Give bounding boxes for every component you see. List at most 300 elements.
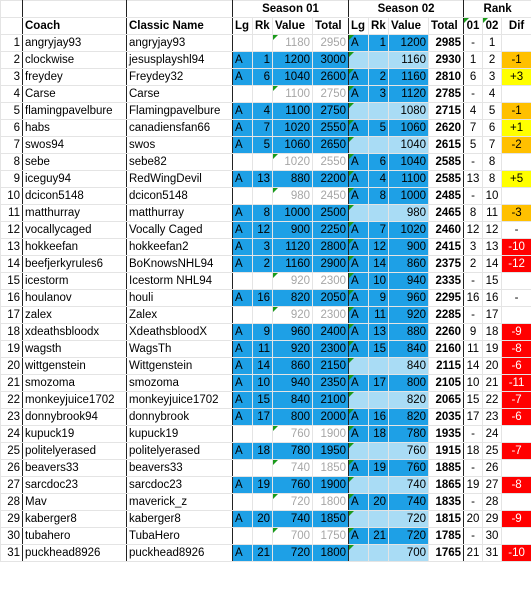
rank-dif-cell[interactable]: -11 — [502, 375, 531, 392]
rank01-cell[interactable]: 4 — [464, 103, 483, 120]
s2-value-cell[interactable]: 760 — [389, 460, 429, 477]
s2-league-cell[interactable] — [349, 545, 369, 562]
coach-cell[interactable]: sarcdoc23 — [23, 477, 127, 494]
s1-total-cell[interactable]: 2400 — [313, 324, 349, 341]
s2-value-cell[interactable]: 840 — [389, 358, 429, 375]
s1-rank-cell[interactable]: 14 — [253, 358, 273, 375]
s2-rank-cell[interactable]: 6 — [369, 154, 389, 171]
rank01-cell[interactable]: - — [464, 188, 483, 205]
s1-value-cell[interactable]: 1020 — [273, 120, 313, 137]
rank01-cell[interactable]: 10 — [464, 375, 483, 392]
s1-rank-cell[interactable] — [253, 86, 273, 103]
classic-name-cell[interactable]: RedWingDevil — [127, 171, 233, 188]
rank01-cell[interactable]: - — [464, 528, 483, 545]
rank01-cell[interactable]: 15 — [464, 392, 483, 409]
classic-name-cell[interactable]: jesusplayshl94 — [127, 52, 233, 69]
s2-league-cell[interactable]: A — [349, 324, 369, 341]
rank-dif-cell[interactable]: -10 — [502, 239, 531, 256]
s2-league-cell[interactable]: A — [349, 256, 369, 273]
s1-total-cell[interactable]: 3000 — [313, 52, 349, 69]
s1-rank-cell[interactable] — [253, 154, 273, 171]
s2-value-cell[interactable]: 780 — [389, 426, 429, 443]
s2-value-cell[interactable]: 1200 — [389, 35, 429, 52]
s2-rank-cell[interactable]: 3 — [369, 86, 389, 103]
s2-league-cell[interactable] — [349, 511, 369, 528]
coach-cell[interactable]: houlanov — [23, 290, 127, 307]
rank-dif-cell[interactable]: -9 — [502, 511, 531, 528]
s1-league-cell[interactable]: A — [233, 477, 253, 494]
s1-league-cell[interactable]: A — [233, 375, 253, 392]
rank02-cell[interactable]: 7 — [483, 137, 502, 154]
rank02-cell[interactable]: 2 — [483, 52, 502, 69]
s1-total-cell[interactable]: 2750 — [313, 86, 349, 103]
s2-value-cell[interactable]: 740 — [389, 477, 429, 494]
rank02-cell[interactable]: 11 — [483, 205, 502, 222]
coach-cell[interactable]: beavers33 — [23, 460, 127, 477]
rank-dif-cell[interactable]: -3 — [502, 205, 531, 222]
s2-rank-cell[interactable] — [369, 137, 389, 154]
s1-total-cell[interactable]: 1800 — [313, 545, 349, 562]
s1-total-cell[interactable]: 2900 — [313, 256, 349, 273]
s2-rank-cell[interactable]: 13 — [369, 324, 389, 341]
rank01-cell[interactable]: 20 — [464, 511, 483, 528]
s1-rank-cell[interactable] — [253, 307, 273, 324]
s1-total-cell[interactable]: 1950 — [313, 443, 349, 460]
s1-league-cell[interactable] — [233, 154, 253, 171]
s1-league-cell[interactable] — [233, 35, 253, 52]
s2-value-cell[interactable]: 1120 — [389, 86, 429, 103]
rank-dif-cell[interactable]: -10 — [502, 545, 531, 562]
s2-total-cell[interactable]: 2615 — [429, 137, 464, 154]
s1-rank-cell[interactable]: 13 — [253, 171, 273, 188]
s2-rank-cell[interactable]: 20 — [369, 494, 389, 511]
s2-value-cell[interactable]: 900 — [389, 239, 429, 256]
classic-name-cell[interactable]: matthurray — [127, 205, 233, 222]
s1-total-cell[interactable]: 2150 — [313, 358, 349, 375]
s1-value-cell[interactable]: 920 — [273, 341, 313, 358]
s2-total-cell[interactable]: 2115 — [429, 358, 464, 375]
s2-value-cell[interactable]: 740 — [389, 494, 429, 511]
s1-value-cell[interactable]: 700 — [273, 528, 313, 545]
s2-total-cell[interactable]: 1815 — [429, 511, 464, 528]
s1-value-cell[interactable]: 900 — [273, 222, 313, 239]
coach-cell[interactable]: smozoma — [23, 375, 127, 392]
coach-cell[interactable]: donnybrook94 — [23, 409, 127, 426]
rank01-cell[interactable]: 1 — [464, 52, 483, 69]
rank-dif-cell[interactable]: -7 — [502, 392, 531, 409]
s2-league-cell[interactable]: A — [349, 273, 369, 290]
s1-rank-cell[interactable]: 4 — [253, 103, 273, 120]
s2-rank-cell[interactable]: 17 — [369, 375, 389, 392]
rank02-cell[interactable]: 18 — [483, 324, 502, 341]
s2-value-cell[interactable]: 800 — [389, 375, 429, 392]
rank-dif-cell[interactable] — [502, 307, 531, 324]
s1-total-cell[interactable]: 2500 — [313, 205, 349, 222]
s1-total-cell[interactable]: 2750 — [313, 103, 349, 120]
s2-value-cell[interactable]: 980 — [389, 205, 429, 222]
s2-league-cell[interactable]: A — [349, 239, 369, 256]
s1-rank-cell[interactable] — [253, 460, 273, 477]
rank02-cell[interactable]: 8 — [483, 171, 502, 188]
s1-total-cell[interactable]: 2050 — [313, 290, 349, 307]
s1-rank-cell[interactable]: 1 — [253, 52, 273, 69]
s2-total-cell[interactable]: 1765 — [429, 545, 464, 562]
s1-total-cell[interactable]: 2250 — [313, 222, 349, 239]
rank02-cell[interactable]: 24 — [483, 426, 502, 443]
s2-value-cell[interactable]: 1040 — [389, 137, 429, 154]
s2-rank-cell[interactable] — [369, 205, 389, 222]
classic-name-cell[interactable]: angryjay93 — [127, 35, 233, 52]
rank-dif-cell[interactable]: -6 — [502, 409, 531, 426]
s2-rank-cell[interactable] — [369, 103, 389, 120]
classic-name-cell[interactable]: Wittgenstein — [127, 358, 233, 375]
s2-total-cell[interactable]: 2460 — [429, 222, 464, 239]
s1-value-cell[interactable]: 1160 — [273, 256, 313, 273]
s1-league-cell[interactable]: A — [233, 511, 253, 528]
rank01-cell[interactable]: - — [464, 273, 483, 290]
s1-total-cell[interactable]: 1900 — [313, 426, 349, 443]
s2-total-cell[interactable]: 2335 — [429, 273, 464, 290]
s1-rank-cell[interactable]: 10 — [253, 375, 273, 392]
s2-value-cell[interactable]: 860 — [389, 256, 429, 273]
s2-total-cell[interactable]: 2415 — [429, 239, 464, 256]
rank-dif-cell[interactable]: - — [502, 222, 531, 239]
s2-league-cell[interactable]: A — [349, 69, 369, 86]
coach-cell[interactable]: angryjay93 — [23, 35, 127, 52]
s1-value-cell[interactable]: 1000 — [273, 205, 313, 222]
s1-value-cell[interactable]: 1200 — [273, 52, 313, 69]
rank01-cell[interactable]: - — [464, 154, 483, 171]
s1-value-cell[interactable]: 980 — [273, 188, 313, 205]
s1-rank-cell[interactable] — [253, 35, 273, 52]
s1-value-cell[interactable]: 920 — [273, 307, 313, 324]
s1-total-cell[interactable]: 2450 — [313, 188, 349, 205]
s1-league-cell[interactable]: A — [233, 392, 253, 409]
rank-dif-cell[interactable] — [502, 188, 531, 205]
s2-total-cell[interactable]: 2160 — [429, 341, 464, 358]
rank02-cell[interactable]: 30 — [483, 528, 502, 545]
s1-total-cell[interactable]: 2300 — [313, 341, 349, 358]
s2-league-cell[interactable]: A — [349, 307, 369, 324]
coach-cell[interactable]: tubahero — [23, 528, 127, 545]
s2-value-cell[interactable]: 720 — [389, 528, 429, 545]
rank02-cell[interactable]: 25 — [483, 443, 502, 460]
s1-value-cell[interactable]: 840 — [273, 392, 313, 409]
s2-total-cell[interactable]: 1935 — [429, 426, 464, 443]
s2-total-cell[interactable]: 2585 — [429, 154, 464, 171]
rank02-cell[interactable]: 20 — [483, 358, 502, 375]
s1-rank-cell[interactable]: 2 — [253, 256, 273, 273]
rank01-cell[interactable]: 18 — [464, 443, 483, 460]
s1-value-cell[interactable]: 720 — [273, 545, 313, 562]
s2-league-cell[interactable]: A — [349, 460, 369, 477]
s2-rank-cell[interactable] — [369, 443, 389, 460]
rank-dif-cell[interactable]: +3 — [502, 69, 531, 86]
s2-value-cell[interactable]: 1000 — [389, 188, 429, 205]
s2-value-cell[interactable]: 960 — [389, 290, 429, 307]
s1-league-cell[interactable]: A — [233, 171, 253, 188]
s1-rank-cell[interactable]: 6 — [253, 69, 273, 86]
coach-cell[interactable]: kaberger8 — [23, 511, 127, 528]
s1-rank-cell[interactable]: 20 — [253, 511, 273, 528]
s2-league-cell[interactable]: A — [349, 86, 369, 103]
s2-value-cell[interactable]: 820 — [389, 392, 429, 409]
s1-rank-cell[interactable]: 16 — [253, 290, 273, 307]
s1-value-cell[interactable]: 1120 — [273, 239, 313, 256]
rank-dif-cell[interactable]: -1 — [502, 52, 531, 69]
s2-value-cell[interactable]: 1020 — [389, 222, 429, 239]
rank01-cell[interactable]: 21 — [464, 545, 483, 562]
s1-value-cell[interactable]: 1020 — [273, 154, 313, 171]
s2-rank-cell[interactable]: 7 — [369, 222, 389, 239]
s2-league-cell[interactable]: A — [349, 494, 369, 511]
rank01-cell[interactable]: 8 — [464, 205, 483, 222]
s2-value-cell[interactable]: 760 — [389, 443, 429, 460]
rank02-cell[interactable]: 10 — [483, 188, 502, 205]
rank02-cell[interactable]: 16 — [483, 290, 502, 307]
rank01-cell[interactable]: 3 — [464, 239, 483, 256]
s2-value-cell[interactable]: 1160 — [389, 52, 429, 69]
s1-value-cell[interactable]: 1060 — [273, 137, 313, 154]
s2-total-cell[interactable]: 2375 — [429, 256, 464, 273]
s1-rank-cell[interactable] — [253, 494, 273, 511]
rank02-cell[interactable]: 31 — [483, 545, 502, 562]
s2-total-cell[interactable]: 2295 — [429, 290, 464, 307]
s1-league-cell[interactable] — [233, 86, 253, 103]
s1-league-cell[interactable]: A — [233, 103, 253, 120]
s2-total-cell[interactable]: 2585 — [429, 171, 464, 188]
classic-name-cell[interactable]: kaberger8 — [127, 511, 233, 528]
s2-league-cell[interactable]: A — [349, 171, 369, 188]
s1-total-cell[interactable]: 2950 — [313, 35, 349, 52]
s2-total-cell[interactable]: 1835 — [429, 494, 464, 511]
s2-rank-cell[interactable] — [369, 358, 389, 375]
classic-name-cell[interactable]: Flamingpavelbure — [127, 103, 233, 120]
s1-total-cell[interactable]: 2000 — [313, 409, 349, 426]
rank01-cell[interactable]: 11 — [464, 341, 483, 358]
coach-cell[interactable]: flamingpavelbure — [23, 103, 127, 120]
coach-cell[interactable]: xdeathsbloodx — [23, 324, 127, 341]
coach-cell[interactable]: freydey — [23, 69, 127, 86]
s2-league-cell[interactable]: A — [349, 341, 369, 358]
rank02-cell[interactable]: 4 — [483, 86, 502, 103]
rank-dif-cell[interactable]: +5 — [502, 171, 531, 188]
s2-rank-cell[interactable]: 1 — [369, 35, 389, 52]
s2-total-cell[interactable]: 2715 — [429, 103, 464, 120]
s1-league-cell[interactable] — [233, 528, 253, 545]
rank02-cell[interactable]: 19 — [483, 341, 502, 358]
rank-dif-cell[interactable]: -12 — [502, 256, 531, 273]
s2-rank-cell[interactable]: 14 — [369, 256, 389, 273]
classic-name-cell[interactable]: TubaHero — [127, 528, 233, 545]
s1-total-cell[interactable]: 2300 — [313, 307, 349, 324]
rank-dif-cell[interactable] — [502, 460, 531, 477]
s1-league-cell[interactable]: A — [233, 545, 253, 562]
s2-total-cell[interactable]: 2105 — [429, 375, 464, 392]
s1-rank-cell[interactable] — [253, 528, 273, 545]
s2-league-cell[interactable]: A — [349, 528, 369, 545]
rank02-cell[interactable]: 26 — [483, 460, 502, 477]
s1-value-cell[interactable]: 740 — [273, 460, 313, 477]
coach-cell[interactable]: matthurray — [23, 205, 127, 222]
s2-league-cell[interactable]: A — [349, 120, 369, 137]
rank01-cell[interactable]: 7 — [464, 120, 483, 137]
s1-total-cell[interactable]: 1850 — [313, 511, 349, 528]
s2-value-cell[interactable]: 820 — [389, 409, 429, 426]
s1-rank-cell[interactable]: 7 — [253, 120, 273, 137]
s1-league-cell[interactable] — [233, 307, 253, 324]
s2-rank-cell[interactable] — [369, 545, 389, 562]
s1-value-cell[interactable]: 820 — [273, 290, 313, 307]
s1-value-cell[interactable]: 760 — [273, 477, 313, 494]
s2-value-cell[interactable]: 940 — [389, 273, 429, 290]
s1-total-cell[interactable]: 2650 — [313, 137, 349, 154]
rank01-cell[interactable]: - — [464, 460, 483, 477]
rank02-cell[interactable]: 23 — [483, 409, 502, 426]
s2-league-cell[interactable] — [349, 137, 369, 154]
classic-name-cell[interactable]: kupuck19 — [127, 426, 233, 443]
rank-dif-cell[interactable] — [502, 154, 531, 171]
rank02-cell[interactable]: 27 — [483, 477, 502, 494]
s1-value-cell[interactable]: 880 — [273, 171, 313, 188]
rank02-cell[interactable]: 17 — [483, 307, 502, 324]
s1-rank-cell[interactable] — [253, 426, 273, 443]
rank01-cell[interactable]: 5 — [464, 137, 483, 154]
rank01-cell[interactable]: 13 — [464, 171, 483, 188]
s2-league-cell[interactable] — [349, 358, 369, 375]
s2-league-cell[interactable]: A — [349, 35, 369, 52]
s2-league-cell[interactable]: A — [349, 409, 369, 426]
coach-cell[interactable]: wagsth — [23, 341, 127, 358]
coach-cell[interactable]: kupuck19 — [23, 426, 127, 443]
s2-league-cell[interactable]: A — [349, 188, 369, 205]
coach-cell[interactable]: icestorm — [23, 273, 127, 290]
s1-league-cell[interactable]: A — [233, 137, 253, 154]
rank02-cell[interactable]: 1 — [483, 35, 502, 52]
coach-cell[interactable]: dcicon5148 — [23, 188, 127, 205]
s2-total-cell[interactable]: 2285 — [429, 307, 464, 324]
s1-rank-cell[interactable]: 17 — [253, 409, 273, 426]
s1-league-cell[interactable]: A — [233, 222, 253, 239]
rank-dif-cell[interactable] — [502, 35, 531, 52]
s1-rank-cell[interactable]: 8 — [253, 205, 273, 222]
s2-total-cell[interactable]: 1865 — [429, 477, 464, 494]
s2-league-cell[interactable] — [349, 52, 369, 69]
s2-value-cell[interactable]: 1080 — [389, 103, 429, 120]
s1-value-cell[interactable]: 800 — [273, 409, 313, 426]
s2-value-cell[interactable]: 1040 — [389, 154, 429, 171]
rank01-cell[interactable]: - — [464, 307, 483, 324]
s1-total-cell[interactable]: 2550 — [313, 120, 349, 137]
s2-league-cell[interactable]: A — [349, 290, 369, 307]
s1-rank-cell[interactable]: 5 — [253, 137, 273, 154]
rank-dif-cell[interactable]: -7 — [502, 443, 531, 460]
rank-dif-cell[interactable] — [502, 494, 531, 511]
s1-league-cell[interactable]: A — [233, 358, 253, 375]
s2-rank-cell[interactable]: 4 — [369, 171, 389, 188]
rank01-cell[interactable]: - — [464, 86, 483, 103]
s1-league-cell[interactable] — [233, 188, 253, 205]
classic-name-cell[interactable]: Vocally Caged — [127, 222, 233, 239]
s1-league-cell[interactable]: A — [233, 256, 253, 273]
s2-league-cell[interactable]: A — [349, 375, 369, 392]
s1-value-cell[interactable]: 740 — [273, 511, 313, 528]
s1-value-cell[interactable]: 960 — [273, 324, 313, 341]
classic-name-cell[interactable]: Zalex — [127, 307, 233, 324]
rank01-cell[interactable]: 19 — [464, 477, 483, 494]
s1-value-cell[interactable]: 940 — [273, 375, 313, 392]
s1-value-cell[interactable]: 760 — [273, 426, 313, 443]
s1-rank-cell[interactable] — [253, 273, 273, 290]
s1-rank-cell[interactable]: 12 — [253, 222, 273, 239]
coach-cell[interactable]: wittgenstein — [23, 358, 127, 375]
classic-name-cell[interactable]: smozoma — [127, 375, 233, 392]
s2-rank-cell[interactable]: 2 — [369, 69, 389, 86]
classic-name-cell[interactable]: Carse — [127, 86, 233, 103]
s1-value-cell[interactable]: 1040 — [273, 69, 313, 86]
classic-name-cell[interactable]: WagsTh — [127, 341, 233, 358]
s1-rank-cell[interactable]: 15 — [253, 392, 273, 409]
rank02-cell[interactable]: 15 — [483, 273, 502, 290]
s2-total-cell[interactable]: 2785 — [429, 86, 464, 103]
s2-total-cell[interactable]: 2810 — [429, 69, 464, 86]
s2-value-cell[interactable]: 1100 — [389, 171, 429, 188]
s2-league-cell[interactable] — [349, 477, 369, 494]
s1-rank-cell[interactable]: 9 — [253, 324, 273, 341]
s2-value-cell[interactable]: 880 — [389, 324, 429, 341]
coach-cell[interactable]: habs — [23, 120, 127, 137]
rank02-cell[interactable]: 14 — [483, 256, 502, 273]
s1-league-cell[interactable]: A — [233, 69, 253, 86]
classic-name-cell[interactable]: sarcdoc23 — [127, 477, 233, 494]
rank02-cell[interactable]: 29 — [483, 511, 502, 528]
s1-rank-cell[interactable]: 21 — [253, 545, 273, 562]
s1-value-cell[interactable]: 1100 — [273, 86, 313, 103]
s1-total-cell[interactable]: 2100 — [313, 392, 349, 409]
s2-rank-cell[interactable]: 11 — [369, 307, 389, 324]
coach-cell[interactable]: monkeyjuice1702 — [23, 392, 127, 409]
rank02-cell[interactable]: 13 — [483, 239, 502, 256]
s2-total-cell[interactable]: 1915 — [429, 443, 464, 460]
s2-rank-cell[interactable]: 19 — [369, 460, 389, 477]
s2-rank-cell[interactable] — [369, 511, 389, 528]
s1-total-cell[interactable]: 1900 — [313, 477, 349, 494]
s2-rank-cell[interactable]: 8 — [369, 188, 389, 205]
s1-league-cell[interactable]: A — [233, 324, 253, 341]
s1-rank-cell[interactable]: 18 — [253, 443, 273, 460]
s1-league-cell[interactable]: A — [233, 239, 253, 256]
rank-dif-cell[interactable]: - — [502, 290, 531, 307]
classic-name-cell[interactable]: XdeathsbloodX — [127, 324, 233, 341]
s1-league-cell[interactable]: A — [233, 205, 253, 222]
s1-league-cell[interactable]: A — [233, 52, 253, 69]
s2-league-cell[interactable] — [349, 443, 369, 460]
rank01-cell[interactable]: - — [464, 494, 483, 511]
s1-value-cell[interactable]: 860 — [273, 358, 313, 375]
coach-cell[interactable]: vocallycaged — [23, 222, 127, 239]
coach-cell[interactable]: Mav — [23, 494, 127, 511]
s2-total-cell[interactable]: 2485 — [429, 188, 464, 205]
s1-rank-cell[interactable]: 11 — [253, 341, 273, 358]
rank01-cell[interactable]: 14 — [464, 358, 483, 375]
s2-rank-cell[interactable] — [369, 52, 389, 69]
rank-dif-cell[interactable]: -1 — [502, 103, 531, 120]
s1-league-cell[interactable]: A — [233, 409, 253, 426]
s1-value-cell[interactable]: 720 — [273, 494, 313, 511]
s1-league-cell[interactable] — [233, 494, 253, 511]
s2-rank-cell[interactable]: 15 — [369, 341, 389, 358]
s1-league-cell[interactable]: A — [233, 290, 253, 307]
